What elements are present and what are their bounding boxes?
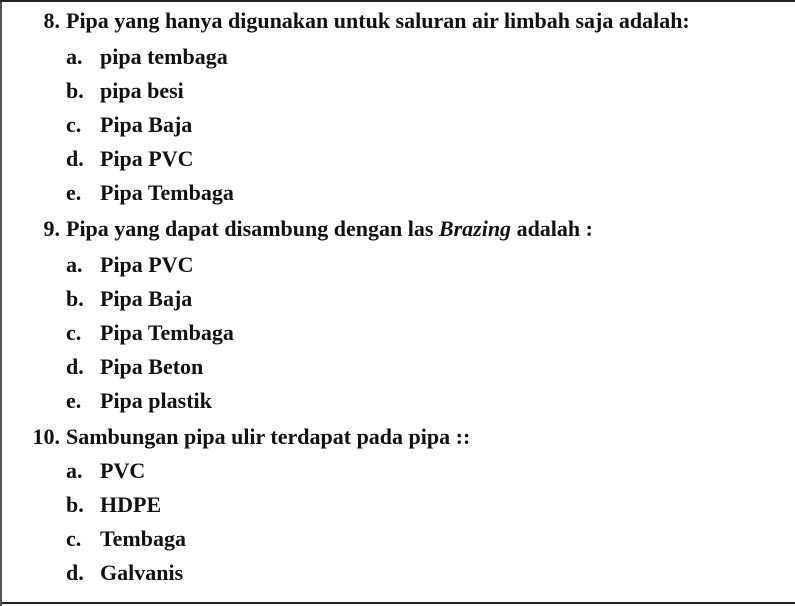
question-text	[66, 212, 593, 246]
option-letter: d.	[66, 354, 84, 379]
option-letter: c.	[66, 526, 82, 551]
option-text: Pipa Baja	[100, 286, 193, 311]
question-number: 10.	[32, 424, 60, 449]
question-text-after: adalah :	[511, 216, 593, 241]
option-letter: c.	[66, 320, 82, 345]
option-letter: b.	[66, 78, 84, 103]
option-10c	[66, 522, 186, 556]
question-number: 9.	[43, 216, 60, 241]
option-8c	[66, 108, 192, 142]
option-letter: d.	[66, 146, 84, 171]
option-9b	[66, 282, 192, 316]
option-text: Tembaga	[100, 526, 186, 551]
option-text: Galvanis	[100, 560, 184, 585]
option-letter: b.	[66, 492, 84, 517]
option-letter: d.	[66, 560, 84, 585]
option-letter: a.	[66, 458, 83, 483]
option-text: Pipa Tembaga	[100, 180, 234, 205]
option-8e	[66, 176, 234, 210]
option-letter: e.	[66, 180, 82, 205]
option-9d	[66, 350, 203, 384]
option-text: Pipa Tembaga	[100, 320, 234, 345]
option-10d	[66, 556, 183, 590]
option-9e	[66, 384, 212, 418]
option-text: Pipa Beton	[100, 354, 204, 379]
question-text-before: Pipa yang dapat disambung dengan las	[66, 216, 439, 241]
option-8d	[66, 142, 194, 176]
question-text: Pipa yang hanya digunakan untuk saluran air limbah saja adalah:	[66, 8, 690, 33]
option-letter: c.	[66, 112, 82, 137]
option-8a	[66, 40, 228, 74]
question-text-italic: Brazing	[438, 216, 512, 241]
option-letter: a.	[66, 44, 83, 69]
question-text: Sambungan pipa ulir terdapat pada pipa ::	[66, 424, 471, 449]
option-text: PVC	[100, 458, 146, 483]
option-letter: b.	[66, 286, 84, 311]
option-9a	[66, 248, 194, 282]
option-text: pipa besi	[100, 78, 184, 103]
option-10b	[66, 488, 161, 522]
option-10a	[66, 454, 145, 488]
option-text: Pipa PVC	[100, 252, 194, 277]
option-text: pipa tembaga	[100, 44, 228, 69]
option-8b	[66, 74, 184, 108]
option-letter: a.	[66, 252, 83, 277]
question-number: 8.	[43, 8, 60, 33]
option-9c	[66, 316, 234, 350]
option-text: Pipa plastik	[100, 388, 212, 413]
option-text: Pipa PVC	[100, 146, 194, 171]
option-letter: e.	[66, 388, 82, 413]
left-border	[0, 2, 2, 606]
option-text: HDPE	[100, 492, 162, 517]
option-text: Pipa Baja	[100, 112, 193, 137]
